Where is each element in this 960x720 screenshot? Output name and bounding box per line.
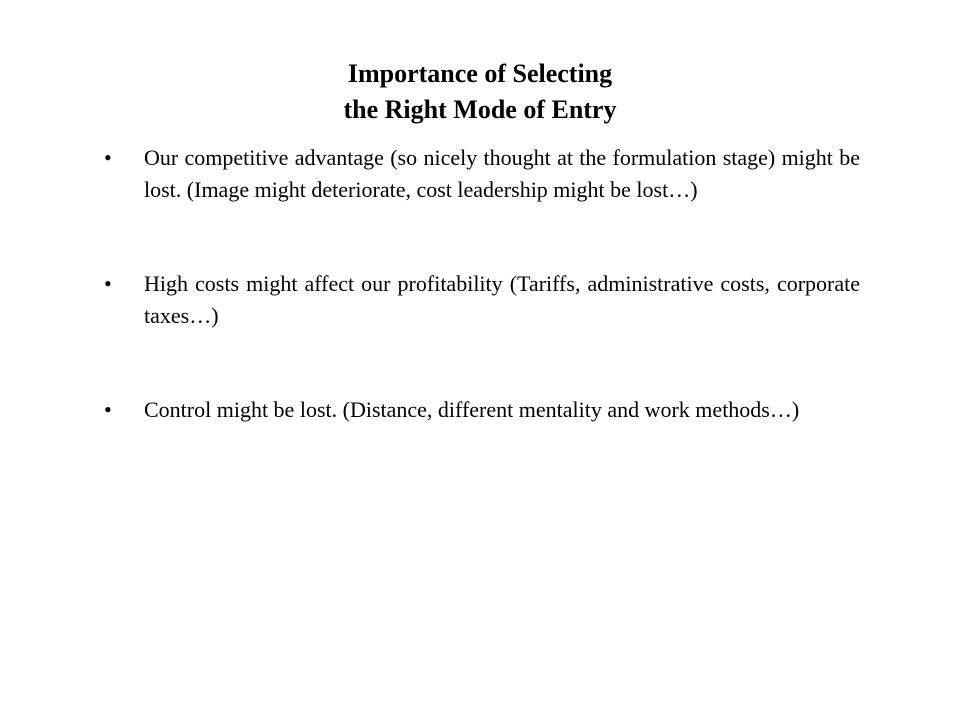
title-line-2: the Right Mode of Entry xyxy=(343,95,617,124)
bullet-text: High costs might affect our profitability (Tariffs, administrative costs, corporate taxes…) xyxy=(144,271,860,328)
bullet-item xyxy=(104,142,860,206)
bullet-list xyxy=(104,142,860,426)
bullet-text: Control might be lost. (Distance, different mentality and work methods…) xyxy=(144,397,800,422)
bullet-text: Our competitive advantage (so nicely thought at the formulation stage) might be lost. (Image might deteriorate, cost leadership might be lost…) xyxy=(144,145,860,202)
bullet-item xyxy=(104,268,860,332)
title-line-1: Importance of Selecting xyxy=(347,59,613,88)
bullet-marker: • xyxy=(104,271,112,296)
slide-title xyxy=(0,56,960,128)
bullet-marker: • xyxy=(104,397,112,422)
bullet-item xyxy=(104,394,860,426)
bullet-marker: • xyxy=(104,145,112,170)
